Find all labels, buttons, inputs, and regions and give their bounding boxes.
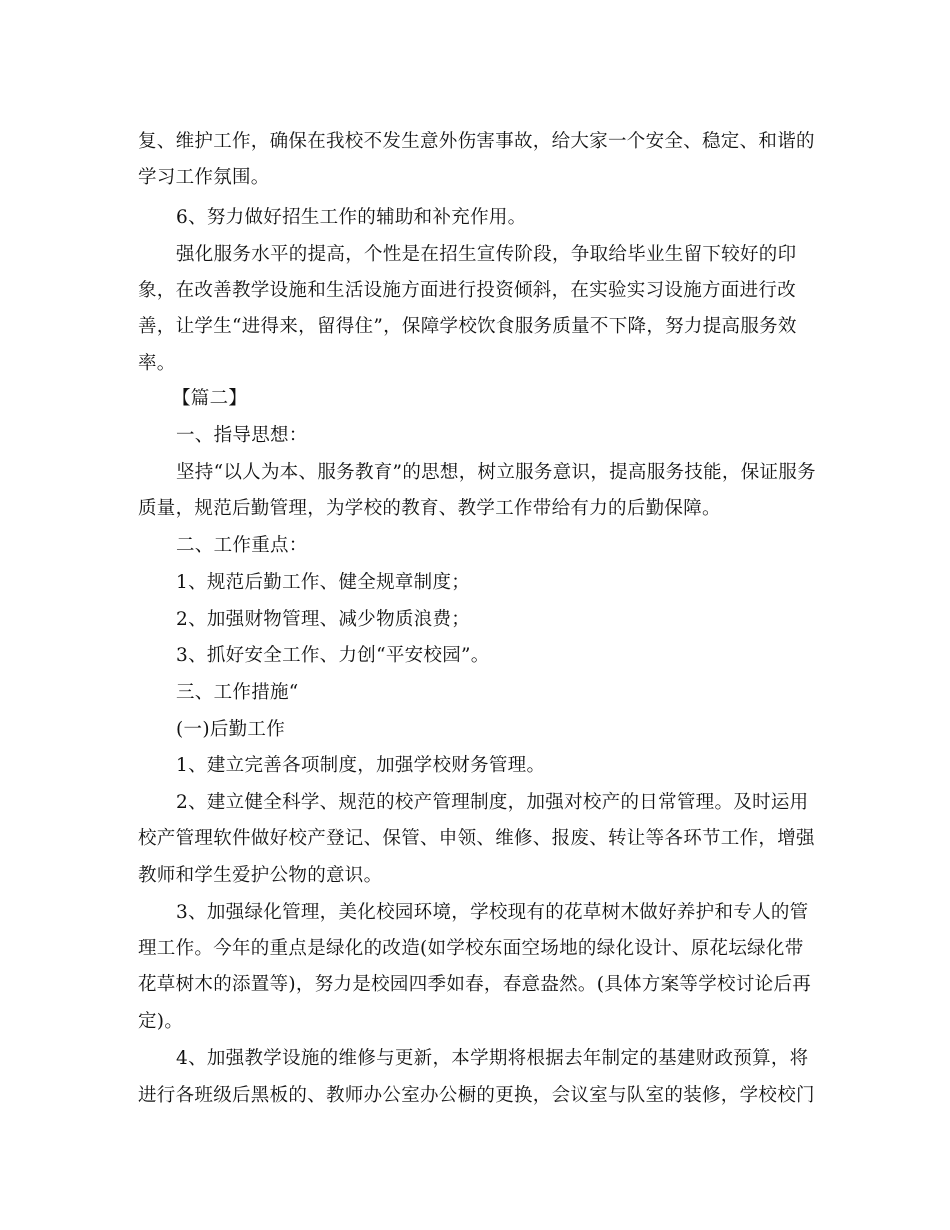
body-text-line: 强化服务水平的提高，个性是在招生宣传阶段，争取给毕业生留下较好的印 [176,244,797,265]
section-heading: 一、指导思想： [176,425,308,446]
list-item: 2、加强财物管理、减少物质浪费； [176,609,471,630]
section-heading: 二、工作重点： [176,535,308,556]
list-item: 2、建立健全科学、规范的校产管理制度，加强对校产的日常管理。及时运用 [176,792,809,813]
subsection-heading: (一)后勤工作 [176,719,286,740]
list-item: 3、加强绿化管理，美化校园环境，学校现有的花草树木做好养护和专人的管 [176,902,809,923]
body-text-line: 坚持“以人为本、服务教育”的思想，树立服务意识，提高服务技能，保证服务 [176,462,816,483]
list-item: 3、抓好安全工作、力创“平安校园”。 [176,645,490,666]
body-text-line: 质量，规范后勤管理，为学校的教育、教学工作带给有力的后勤保障。 [138,498,721,519]
body-text-line: 率。 [138,353,176,374]
body-text-line: 校产管理软件做好校产登记、保管、申领、维修、报废、转让等各环节工作，增强 [138,828,815,849]
list-item: 6、努力做好招生工作的辅助和补充作用。 [176,207,527,228]
body-text-line: 理工作。今年的重点是绿化的改造(如学校东面空场地的绿化设计、原花坛绿化带 [138,938,804,959]
section-heading: 三、工作措施“ [176,682,299,703]
body-text-line: 定)。 [138,1011,184,1032]
list-item: 4、加强教学设施的维修与更新，本学期将根据去年制定的基建财政预算，将 [176,1048,809,1069]
body-text-line: 学习工作氛围。 [138,167,270,188]
list-item: 1、建立完善各项制度，加强学校财务管理。 [176,755,546,776]
body-text-line: 善，让学生“进得来，留得住”，保障学校饮食服务质量不下降，努力提高服务效 [138,316,797,337]
list-item: 1、规范后勤工作、健全规章制度； [176,572,471,593]
body-text-line: 象，在改善教学设施和生活设施方面进行投资倾斜，在实验实习设施方面进行改 [138,280,797,301]
body-text-line: 教师和学生爱护公物的意识。 [138,865,383,886]
body-text-line: 花草树木的添置等)，努力是校园四季如春，春意盎然。(具体方案等学校讨论后再 [138,974,812,995]
body-text-line: 复、维护工作，确保在我校不发生意外伤害事故，给大家一个安全、稳定、和谐的 [138,131,815,152]
body-text-line: 进行各班级后黑板的、教师办公室办公橱的更换，会议室与队室的装修，学校校门 [138,1085,815,1106]
section-title: 【篇二】 [172,388,248,409]
